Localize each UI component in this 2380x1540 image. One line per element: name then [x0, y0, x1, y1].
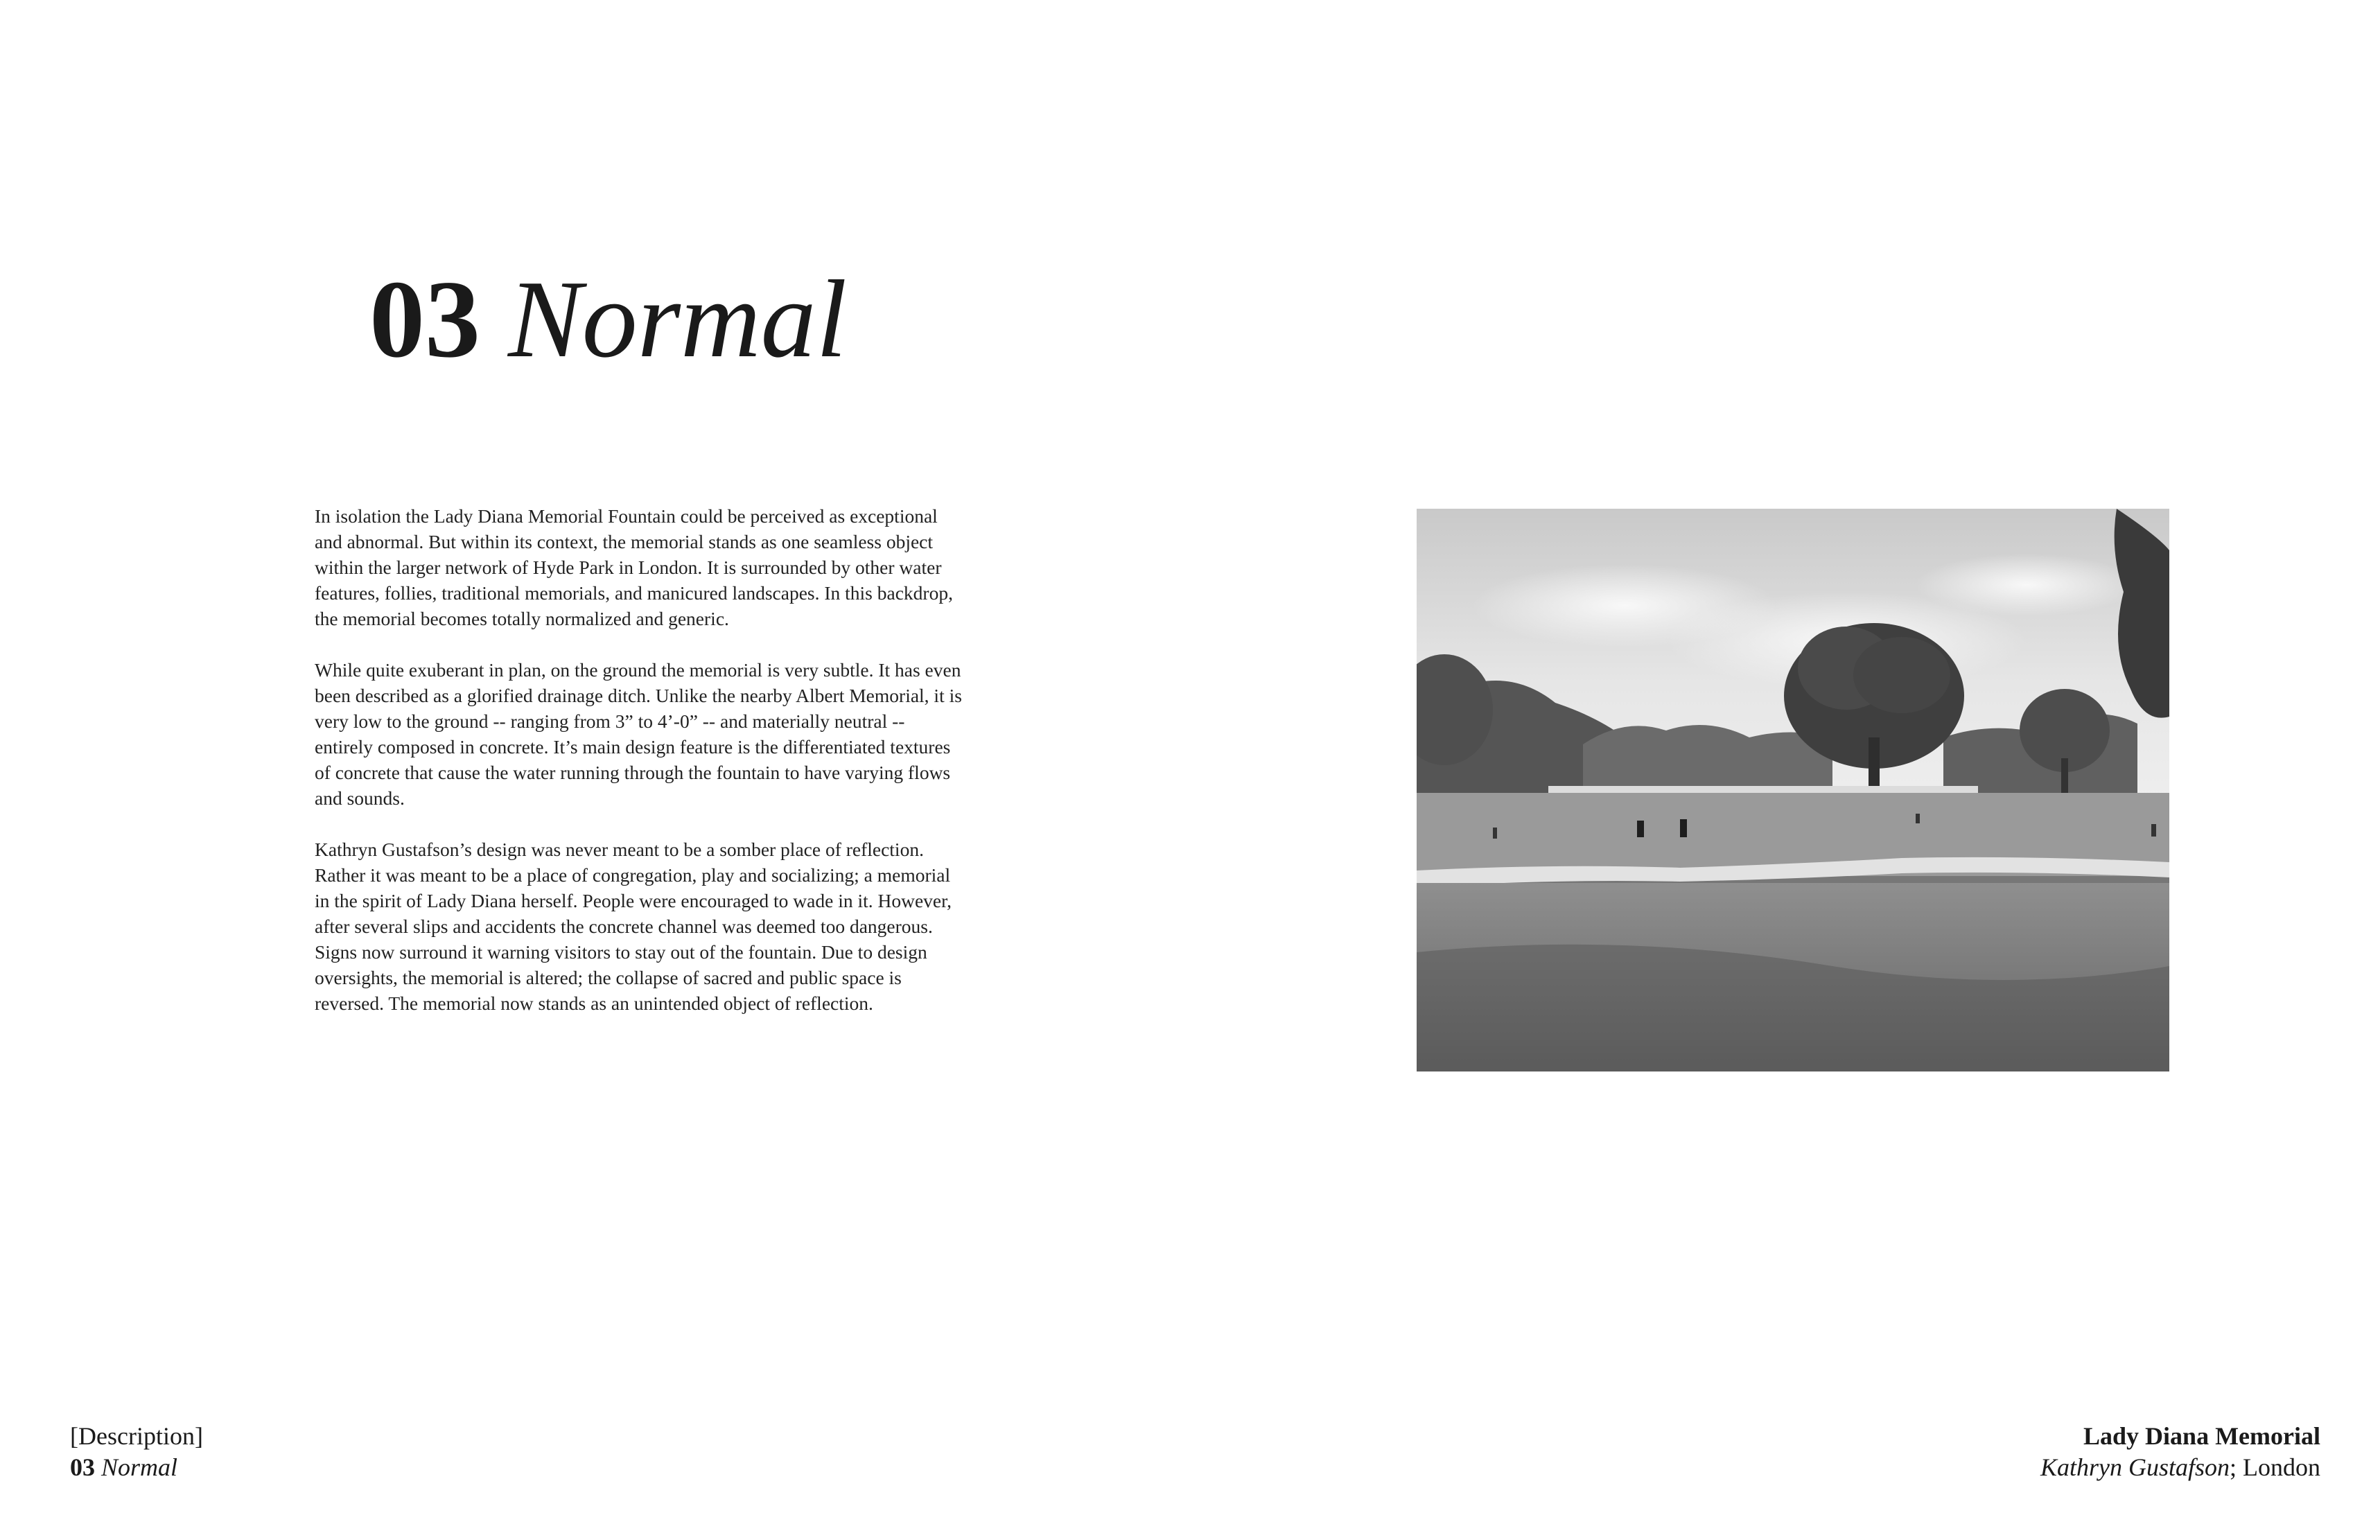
footer-chapter-number: 03 [70, 1453, 95, 1481]
page-title [369, 257, 847, 380]
footer-section-label [70, 1421, 203, 1483]
footer-designer: Kathryn Gustafson [2040, 1453, 2230, 1481]
footer-section: [Description] [70, 1422, 203, 1450]
paragraph-1: In isolation the Lady Diana Memorial Fountain could be perceived as exceptional and abnormal. But within its context, the memorial stands as one seamless object within the larger network of Hyde Park in London. It is surrounded by other water features, follies, traditional memorials, and manicured landscapes. In this backdrop, the memorial becomes totally normalized and generic. [315, 505, 953, 629]
title-word: Normal [508, 257, 847, 380]
footer-city: London [2243, 1453, 2320, 1481]
footer-credit [2040, 1452, 2320, 1483]
footer-chapter [70, 1452, 203, 1483]
footer-separator: ; [2229, 1453, 2237, 1481]
memorial-photo-graphic [1417, 509, 2169, 1071]
description-text [315, 503, 966, 1042]
paragraph-2: While quite exuberant in plan, on the ground the memorial is very subtle. It has even been described as a glorified drainage ditch. Unlike the nearby Albert Memorial, it is very low to the ground -- ranging from 3” to 4’-0” -- and materially neutral -- entirely composed in concrete. It’s main design feature is the differentiated textures of concrete that cause the water running through the fountain to have varying flows and sounds. [315, 659, 962, 809]
footer-project-name: Lady Diana Memorial [2083, 1422, 2320, 1450]
memorial-photo [1417, 509, 2169, 1071]
title-number: 03 [369, 257, 480, 380]
footer-project-label [2040, 1421, 2320, 1483]
footer-chapter-word: Normal [101, 1453, 178, 1481]
paragraph-3: Kathryn Gustafson’s design was never meant to be a somber place of reflection. Rather it was meant to be a place of congregation, play and socializing; a memorial in the spirit of Lady Diana herself. People were encouraged to wade in it. However, after several slips and accidents the concrete channel was deemed too dangerous. Signs now surround it warning visitors to stay out of the fountain. Due to design oversights, the memorial is altered; the collapse of sacred and public space is reversed. The memorial now stands as an unintended object of reflection. [315, 839, 952, 1014]
